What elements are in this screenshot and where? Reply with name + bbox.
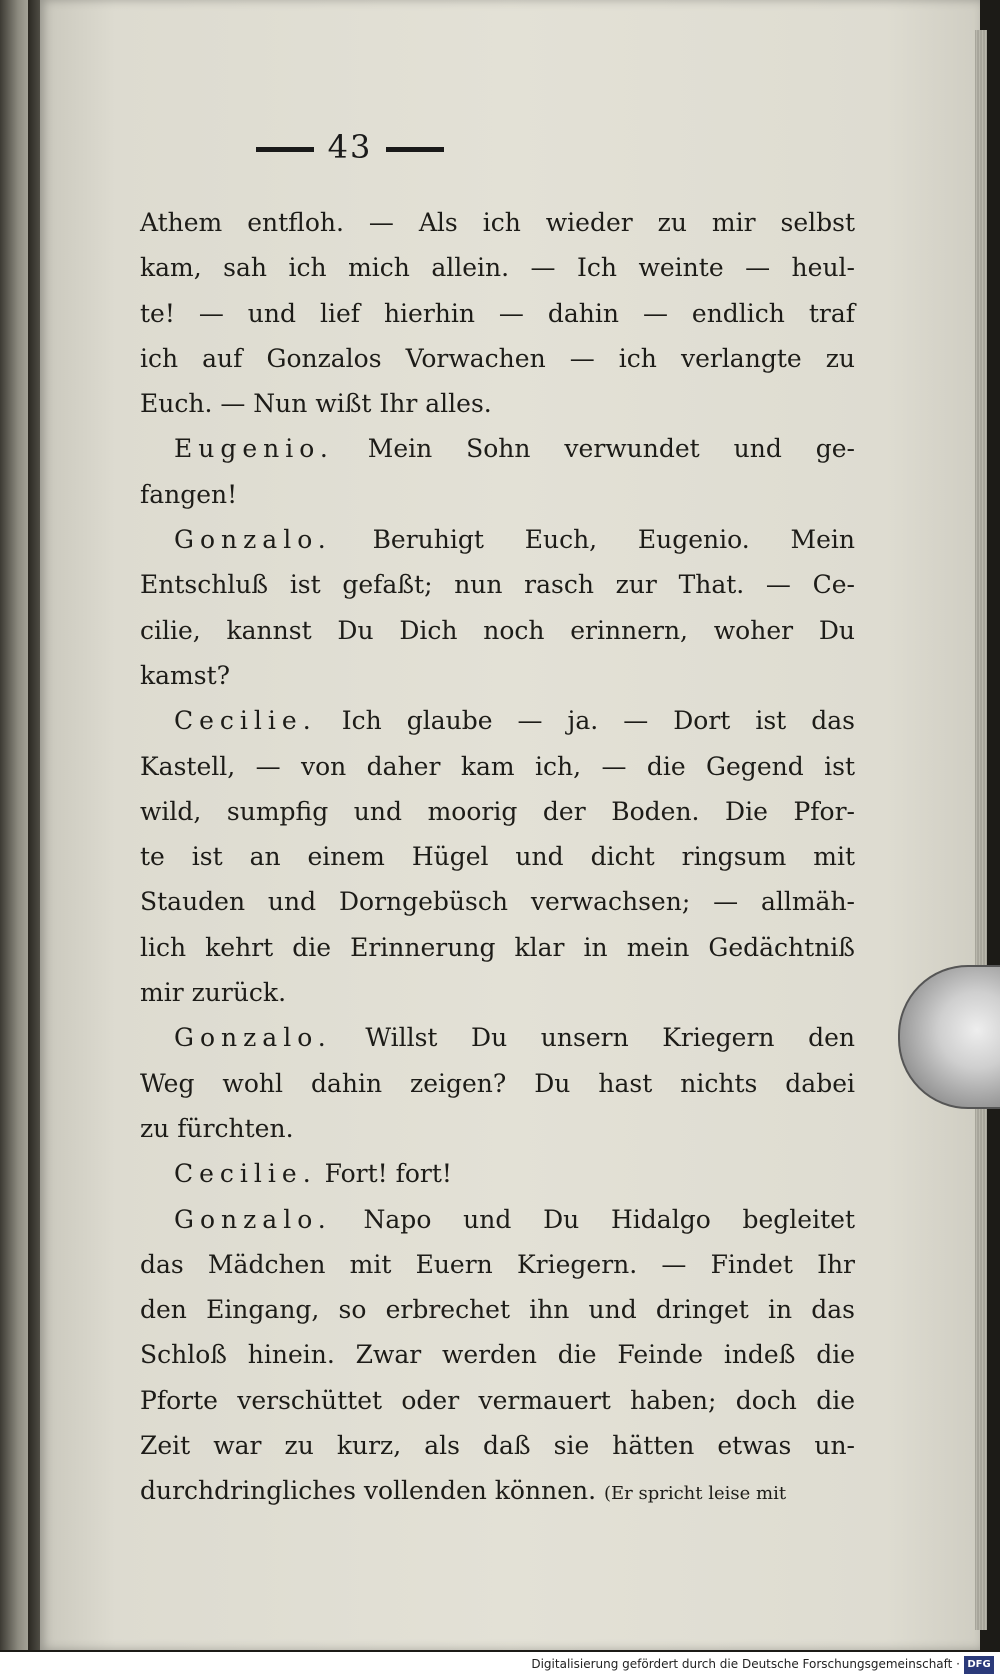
text-line <box>140 1287 855 1332</box>
line-text: te! — und lief hierhin — dahin — endlich traf <box>140 298 855 328</box>
line-text: Athem entfloh. — Als ich wieder zu mir selbst <box>140 208 855 237</box>
line-text: zu fürchten. <box>140 1113 294 1143</box>
line-text: Zeit war zu kurz, als daß sie hätten etwas un- <box>140 1431 855 1461</box>
page-number <box>40 128 660 166</box>
line-text: Entschluß ist gefaßt; nun rasch zur That. — Ce- <box>140 570 855 600</box>
speaker-name: Gonzalo. <box>174 525 332 555</box>
line-text: wild, sumpfig und moorig der Boden. Die Pfor- <box>140 796 855 826</box>
speech-line <box>140 1015 855 1060</box>
speaker-name: Cecilie. <box>174 706 317 736</box>
stage-direction: (Er spricht leise mit <box>603 1483 787 1505</box>
page-number-dash-right <box>386 147 444 152</box>
line-text: mir zurück. <box>140 978 287 1008</box>
text-line <box>140 608 855 653</box>
speaker-name: Eugenio. <box>174 434 334 464</box>
line-text: lich kehrt die Erinnerung klar in mein Gedächtniß <box>140 932 855 962</box>
text-line <box>140 1468 855 1513</box>
text-line <box>140 1423 855 1468</box>
line-text: kamst? <box>140 660 231 690</box>
page-number-dash-left <box>256 147 314 152</box>
line-text: kam, sah ich mich allein. — Ich weinte — heul- <box>140 253 855 283</box>
dfg-logo-icon: DFG <box>964 1656 994 1674</box>
text-line <box>140 291 855 336</box>
line-text: Beruhigt Euch, Eugenio. Mein <box>372 525 855 555</box>
speaker-name: Gonzalo. <box>174 1023 332 1053</box>
line-text: cilie, kannst Du Dich noch erinnern, woher Du <box>140 615 855 645</box>
line-text: Euch. — Nun wißt Ihr alles. <box>140 389 492 419</box>
line-text: Ich glaube — ja. — Dort ist das <box>341 706 855 736</box>
text-line <box>140 245 855 290</box>
text-line <box>140 336 855 381</box>
line-text: das Mädchen mit Euern Kriegern. — Findet Ihr <box>140 1249 855 1279</box>
line-text: Weg wohl dahin zeigen? Du hast nichts dabei <box>140 1068 855 1098</box>
text-line <box>140 970 855 1015</box>
line-text: te ist an einem Hügel und dicht ringsum mit <box>140 842 855 872</box>
text-line <box>140 1378 855 1423</box>
text-line <box>140 1061 855 1106</box>
text-line <box>140 1332 855 1377</box>
speaker-name: Cecilie. <box>174 1159 317 1189</box>
line-text: Schloß hinein. Zwar werden die Feinde indeß die <box>140 1340 855 1370</box>
speech-line <box>140 426 855 471</box>
text-line <box>140 744 855 789</box>
line-text: durchdringliches vollenden können. <box>140 1476 597 1506</box>
line-text: Napo und Du Hidalgo begleitet <box>363 1204 855 1234</box>
line-text: fangen! <box>140 479 238 509</box>
line-text: Mein Sohn verwundet und ge- <box>367 434 855 464</box>
text-line <box>140 200 855 245</box>
line-text: Pforte verschüttet oder vermauert haben; doch die <box>140 1385 855 1415</box>
line-text: Stauden und Dorngebüsch verwachsen; — allmäh- <box>140 887 855 917</box>
text-line <box>140 879 855 924</box>
speech-line <box>140 1197 855 1242</box>
page-number-value: 43 <box>327 128 373 166</box>
book-page <box>40 0 980 1650</box>
speaker-name: Gonzalo. <box>174 1204 332 1234</box>
page-text <box>140 200 855 1514</box>
text-line <box>140 1106 855 1151</box>
speech-line <box>140 1151 855 1196</box>
funding-credit: Digitalisierung gefördert durch die Deutsche Forschungsgemeinschaft · <box>531 1657 960 1671</box>
text-line <box>140 925 855 970</box>
line-text: Willst Du unsern Kriegern den <box>365 1023 855 1053</box>
text-line <box>140 653 855 698</box>
text-line <box>140 834 855 879</box>
text-line <box>140 1242 855 1287</box>
page-edge <box>975 30 987 1630</box>
footer-bar <box>0 1652 1000 1679</box>
line-text: Fort! fort! <box>324 1159 452 1189</box>
speech-line <box>140 698 855 743</box>
text-line <box>140 472 855 517</box>
text-line <box>140 562 855 607</box>
text-line <box>140 381 855 426</box>
speech-line <box>140 517 855 562</box>
left-page-edge <box>0 0 30 1650</box>
line-text: Kastell, — von daher kam ich, — die Gegend ist <box>140 751 855 781</box>
line-text: ich auf Gonzalos Vorwachen — ich verlangte zu <box>140 343 855 373</box>
line-text: den Eingang, so erbrechet ihn und dringet in das <box>140 1295 855 1325</box>
text-line <box>140 789 855 834</box>
